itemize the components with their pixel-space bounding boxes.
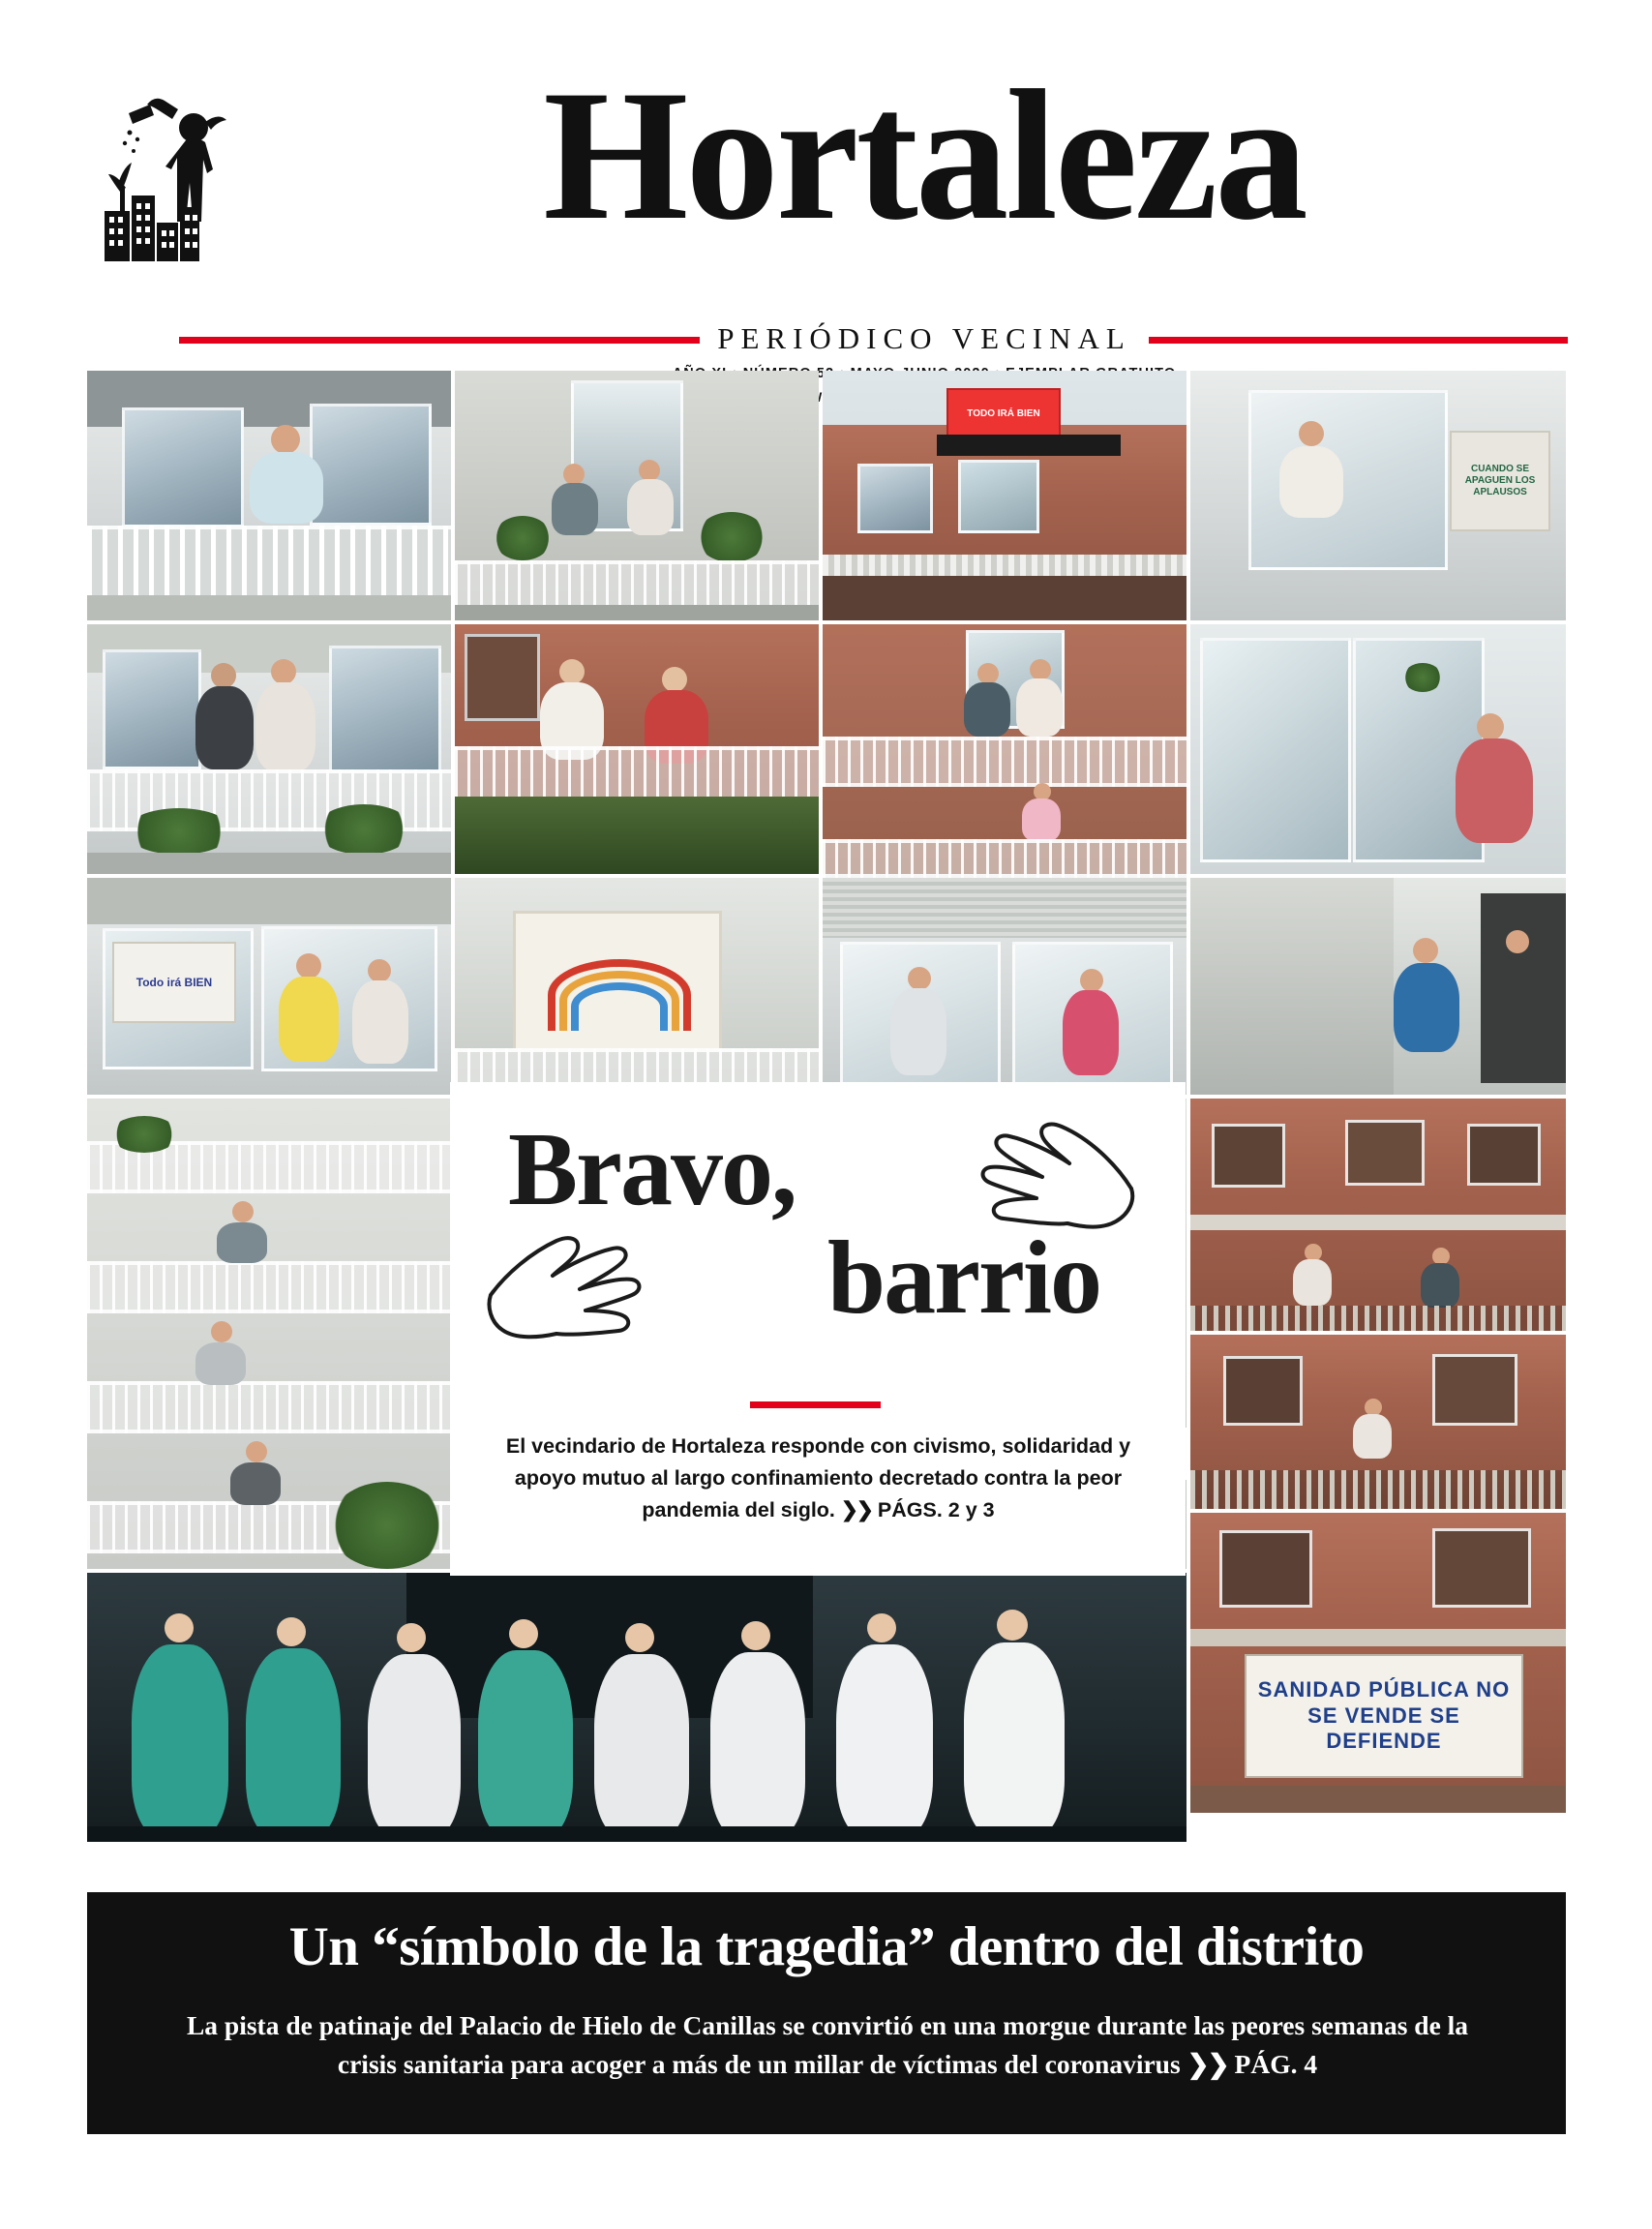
headline-line-1: Bravo, — [508, 1112, 796, 1227]
photo-rainbow-drawing-10 — [455, 878, 819, 1095]
photo-window-woman-8 — [1190, 624, 1566, 874]
photo-window-drawings-4: CUANDO SE APAGUEN LOS APLAUSOS * FOTOS: SANDRA BLANCO — [1190, 371, 1566, 620]
bottom-story-page-ref[interactable]: PÁG. 4 — [1234, 2049, 1318, 2079]
headline-deck — [496, 1431, 1140, 1526]
headline-rule — [750, 1401, 881, 1408]
bottom-story-title[interactable]: Un “símbolo de la tragedia” dentro del distrito — [288, 1916, 1365, 1977]
photo-facade-balconies-13 — [87, 1099, 451, 1569]
headline-deck-text: El vecindario de Hortaleza responde con civismo, solidaridad y apoyo mutuo al largo confinamiento decretado contra la peor pandemia del siglo. — [505, 1434, 1131, 1521]
masthead-subtitle-text: PERIÓDICO VECINAL — [700, 321, 1149, 356]
photo-brick-building-14a — [1190, 1099, 1566, 1331]
photo-credit: * FOTOS: SANDRA BLANCO — [1568, 403, 1579, 568]
photo-man-applauding-12 — [1190, 878, 1566, 1095]
chevron-icon: ❯❯ — [840, 1498, 872, 1521]
sign-todo-ira-bien: Todo irá BIEN — [112, 942, 236, 1023]
chevron-icon-bottom: ❯❯ — [1186, 2049, 1228, 2079]
photo-building-banner-3: TODO IRÁ BIEN — [823, 371, 1186, 620]
headline-page-ref[interactable]: PÁGS. 2 y 3 — [877, 1498, 995, 1521]
photo-balcony-plants-2 — [455, 371, 819, 620]
girl-watering-plants-city-icon — [97, 87, 281, 271]
photo-two-windows-11 — [823, 878, 1186, 1095]
photo-balcony-couple-5 — [87, 624, 451, 874]
photo-brick-building-14b — [1190, 1335, 1566, 1509]
masthead — [87, 51, 1568, 355]
photo-balcony-applause-1 — [87, 371, 451, 620]
photo-balcony-family-7 — [823, 624, 1186, 874]
headline-line-2: barrio — [827, 1220, 1100, 1336]
sign-sanidad-publica: SANIDAD PÚBLICA NO SE VENDE SE DEFIENDE — [1245, 1654, 1523, 1778]
bottom-story-bar — [87, 1892, 1566, 2134]
bottom-story-deck-text: La pista de patinaje del Palacio de Hielo de Canillas se convirtió en una morgue durante las peores semanas de la crisis sanitaria para acoger a más de un millar de víctimas del coronavirus — [186, 2010, 1469, 2079]
photo-banner-sanidad-publica-15 — [1190, 1513, 1566, 1813]
bottom-story-deck — [155, 2006, 1500, 2084]
photo-balcony-seniors-6 — [455, 624, 819, 874]
page-title: Hortaleza — [543, 51, 1306, 258]
masthead-subtitle — [285, 321, 1563, 356]
headline-text — [508, 1112, 1127, 1336]
photo-window-sign-todo-ira-bien-9 — [87, 878, 451, 1095]
photo-health-workers-16 — [87, 1573, 1186, 1842]
main-headline-block — [450, 1082, 1186, 1576]
